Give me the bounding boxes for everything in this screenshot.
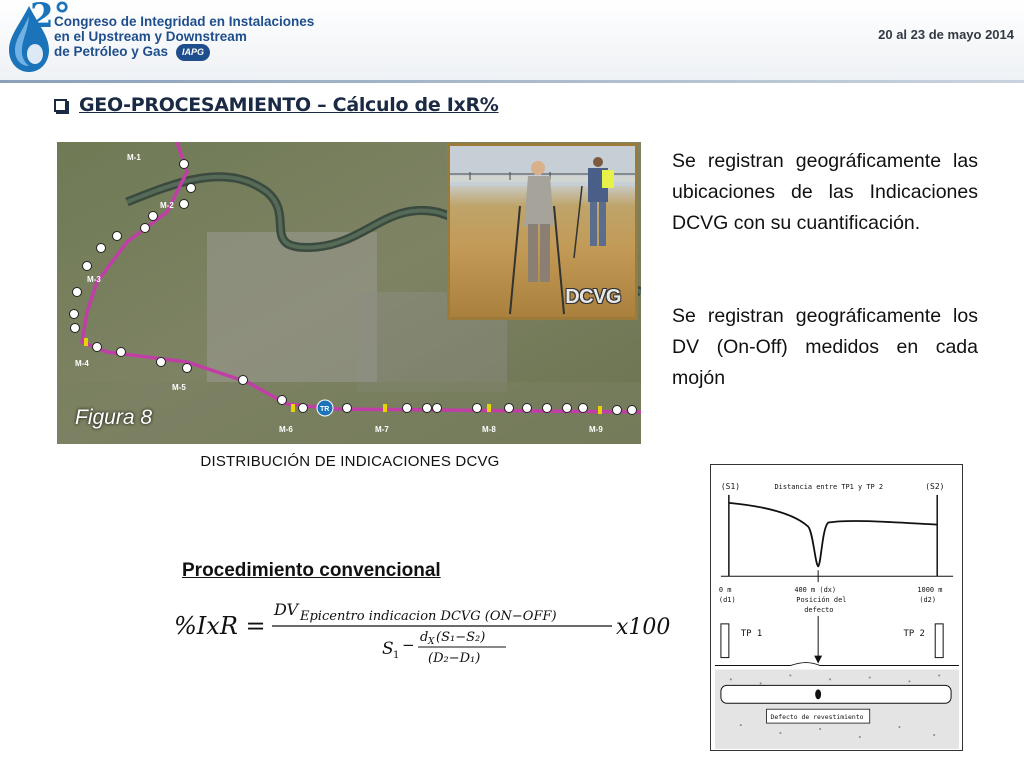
diagram-s1: (S1) bbox=[720, 481, 740, 491]
diagram-x0: 0 m bbox=[718, 586, 732, 595]
map-marker-m2: M-2 bbox=[160, 201, 174, 210]
formula-minus: − bbox=[402, 636, 415, 654]
defect-spot bbox=[815, 689, 821, 699]
diagram-tp1: TP 1 bbox=[740, 628, 763, 639]
event-date: 20 al 23 de mayo 2014 bbox=[878, 27, 1014, 42]
dcvg-photo bbox=[447, 143, 638, 320]
paragraph-dv: Se registran geográficamente los DV (On-Off) medidos en cada mojón bbox=[672, 305, 978, 389]
formula-inner-den: (D₂−D₁) bbox=[428, 651, 481, 666]
diagram-tp2: TP 2 bbox=[903, 628, 925, 639]
map-marker-m1: M-1 bbox=[127, 153, 141, 162]
diagram-top-label: Distancia entre TP1 y TP 2 bbox=[774, 482, 884, 491]
pipe bbox=[721, 685, 951, 703]
formula-numerator: DV bbox=[274, 600, 299, 619]
formula-denominator-s-sub: 1 bbox=[393, 650, 400, 661]
map-marker-m3: M-3 bbox=[87, 275, 101, 284]
formula-inner-num: d bbox=[420, 630, 429, 645]
procedure-title: Procedimiento convencional bbox=[182, 560, 441, 581]
section-heading-text: GEO-PROCESAMIENTO – Cálculo de IxR% bbox=[79, 94, 499, 116]
tp1-post bbox=[721, 624, 729, 658]
ixr-formula bbox=[170, 596, 690, 676]
potential-curve bbox=[729, 503, 937, 566]
section-heading bbox=[54, 94, 499, 116]
formula-numerator-sub: Epicentro indicacion DCVG (ON−OFF) bbox=[300, 609, 557, 624]
iapg-badge: IAPG bbox=[176, 44, 210, 61]
diagram-xm: 400 m (dx) bbox=[794, 586, 837, 595]
map-marker-m9: M-9 bbox=[589, 425, 603, 434]
diagram-x1: 1000 m bbox=[917, 586, 943, 595]
dcvg-photo-label: DCVG bbox=[565, 286, 621, 308]
formula-times: x100 bbox=[616, 615, 671, 640]
congress-title bbox=[54, 14, 314, 61]
diagram-x0-sub: (d1) bbox=[718, 596, 736, 605]
diagram-s2: (S2) bbox=[925, 481, 945, 491]
map-marker-m7: M-7 bbox=[375, 425, 389, 434]
header-divider bbox=[0, 80, 1024, 83]
figure-label: Figura 8 bbox=[75, 406, 153, 429]
diagram-defect-label: Defecto de revestimiento bbox=[770, 713, 864, 722]
formula-lhs: %IxR = bbox=[174, 612, 266, 640]
map-caption: DISTRIBUCIÓN DE INDICACIONES DCVG bbox=[200, 453, 500, 470]
congress-title-line3: de Petróleo y Gas IAPG bbox=[54, 44, 314, 61]
dcvg-profile-diagram bbox=[710, 464, 963, 751]
tr-marker-label: TR bbox=[320, 406, 330, 413]
congress-title-line1: Congreso de Integridad en Instalaciones bbox=[54, 14, 315, 29]
checkbox-bullet-icon bbox=[54, 99, 67, 112]
tp2-post bbox=[935, 624, 943, 658]
paragraph-indications: Se registran geográficamente las ubicaciones de las Indicaciones DCVG con su cuantificación. bbox=[672, 150, 978, 234]
logo-number: 2° bbox=[30, 0, 71, 36]
diagram-xm-sub1: Posición del bbox=[796, 596, 847, 605]
map-marker-m6: M-6 bbox=[279, 425, 293, 434]
map-marker-m5: M-5 bbox=[172, 383, 186, 392]
map-marker-m4: M-4 bbox=[75, 359, 89, 368]
diagram-x1-sub: (d2) bbox=[919, 596, 937, 605]
diagram-xm-sub2: defecto bbox=[804, 605, 834, 614]
formula-inner-num-paren: (S₁−S₂) bbox=[436, 630, 486, 645]
map-marker-m8: M-8 bbox=[482, 425, 496, 434]
congress-title-line2: en el Upstream y Downstream bbox=[54, 29, 247, 44]
formula-denominator-s: S bbox=[382, 639, 394, 659]
formula-inner-num-sub: X bbox=[428, 637, 435, 647]
